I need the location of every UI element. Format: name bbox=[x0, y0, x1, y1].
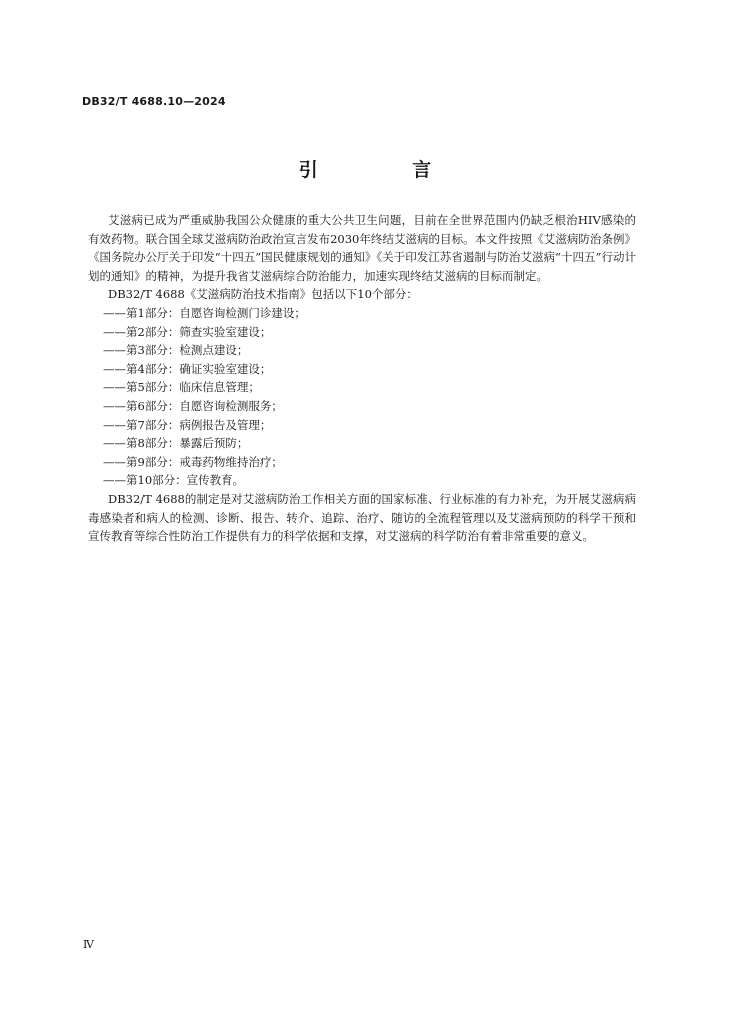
document-body bbox=[88, 211, 636, 546]
intro-paragraph: 艾滋病已成为严重威胁我国公众健康的重大公共卫生问题，目前在全世界范围内仍缺乏根治HIV感染的有效药物。联合国全球艾滋病防治政治宣言发布2030年终结艾滋病的目标。本文件按照《艾滋病防治条例》《国务院办公厅关于印发“十四五”国民健康规划的通知》《关于印发江苏省遏制与防治艾滋病“十四五”行动计划的通知》的精神，为提升我省艾滋病综合防治能力，加速实现终结艾滋病的目标而制定。 bbox=[88, 213, 636, 283]
list-item: ——第5部分：临床信息管理； bbox=[103, 380, 260, 395]
closing-paragraph: DB32/T 4688的制定是对艾滋病防治工作相关方面的国家标准、行业标准的有力补充，为开展艾滋病病毒感染者和病人的检测、诊断、报告、转介、追踪、治疗、随访的全流程管理以及艾滋病预防的科学干预和宣传教育等综合性防治工作提供有力的科学依据和支撑，对艾滋病的科学防治有着非常重要的意义。 bbox=[88, 491, 636, 544]
page-title: 引 言 bbox=[298, 159, 476, 181]
list-item: ——第2部分：筛查实验室建设； bbox=[103, 324, 272, 339]
list-item: ——第7部分：病例报告及管理； bbox=[103, 417, 272, 432]
list-item: ——第9部分：戒毒药物维持治疗； bbox=[103, 454, 283, 469]
parts-intro: DB32/T 4688《艾滋病防治技术指南》包括以下10个部分： bbox=[108, 287, 418, 302]
list-item: ——第10部分：宣传教育。 bbox=[103, 473, 245, 488]
list-item: ——第6部分：自愿咨询检测服务； bbox=[103, 398, 283, 413]
list-item: ——第8部分：暴露后预防； bbox=[103, 436, 249, 451]
list-item: ——第3部分：检测点建设； bbox=[103, 343, 249, 358]
page-number: Ⅳ bbox=[83, 938, 94, 951]
list-item: ——第4部分：确证实验室建设； bbox=[103, 361, 272, 376]
standard-code: DB32/T 4688.10—2024 bbox=[82, 95, 226, 108]
list-item: ——第1部分：自愿咨询检测门诊建设； bbox=[103, 305, 306, 320]
